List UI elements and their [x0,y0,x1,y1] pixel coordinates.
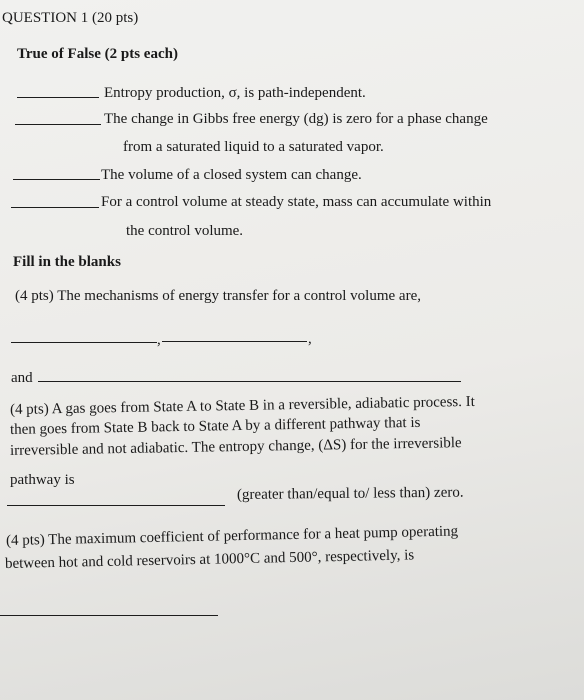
answer-blank-q1-a[interactable] [11,342,157,343]
answer-blank-tf-4[interactable] [11,207,99,208]
fill-q2-line3: irreversible and not adiabatic. The entropy change, (ΔS) for the irreversible [9,435,462,459]
answer-blank-tf-3[interactable] [13,179,100,180]
fill-q2-options: (greater than/equal to/ less than) zero. [236,484,464,503]
comma-separator: , [308,331,312,347]
tf-statement-2: The change in Gibbs free energy (dg) is zero for a phase change [104,111,488,127]
tf-statement-3: The volume of a closed system can change. [101,167,362,183]
fill-q1-text: (4 pts) The mechanisms of energy transfer for a control volume are, [15,288,421,304]
fill-q3-line2: between hot and cold reservoirs at 1000°C and 500°, respectively, is [4,547,415,572]
tf-statement-2-cont: from a saturated liquid to a saturated vapor. [123,139,384,155]
and-label: and [11,370,33,386]
question-title: QUESTION 1 (20 pts) [2,10,139,26]
true-false-heading: True of False (2 pts each) [17,46,178,62]
answer-blank-q1-b[interactable] [162,341,307,342]
answer-blank-tf-1[interactable] [17,97,99,98]
fill-q2-line4: pathway is [10,472,75,488]
fill-q2-line2: then goes from State B back to State A by a different pathway that is [9,414,421,438]
fill-q2-line1: (4 pts) A gas goes from State A to State B in a reversible, adiabatic process. It [9,393,475,418]
answer-blank-tf-2[interactable] [15,124,101,125]
tf-statement-1: Entropy production, σ, is path-independent. [104,85,366,101]
comma-separator: , [157,332,161,348]
tf-statement-4: For a control volume at steady state, mass can accumulate within [101,194,492,210]
tf-statement-4-cont: the control volume. [126,223,244,239]
answer-blank-q1-c[interactable] [38,381,461,382]
fill-blanks-heading: Fill in the blanks [13,254,121,270]
answer-blank-q2[interactable] [7,505,225,506]
fill-q3-line1: (4 pts) The maximum coefficient of performance for a heat pump operating [5,523,459,549]
answer-blank-q3[interactable] [0,615,218,616]
